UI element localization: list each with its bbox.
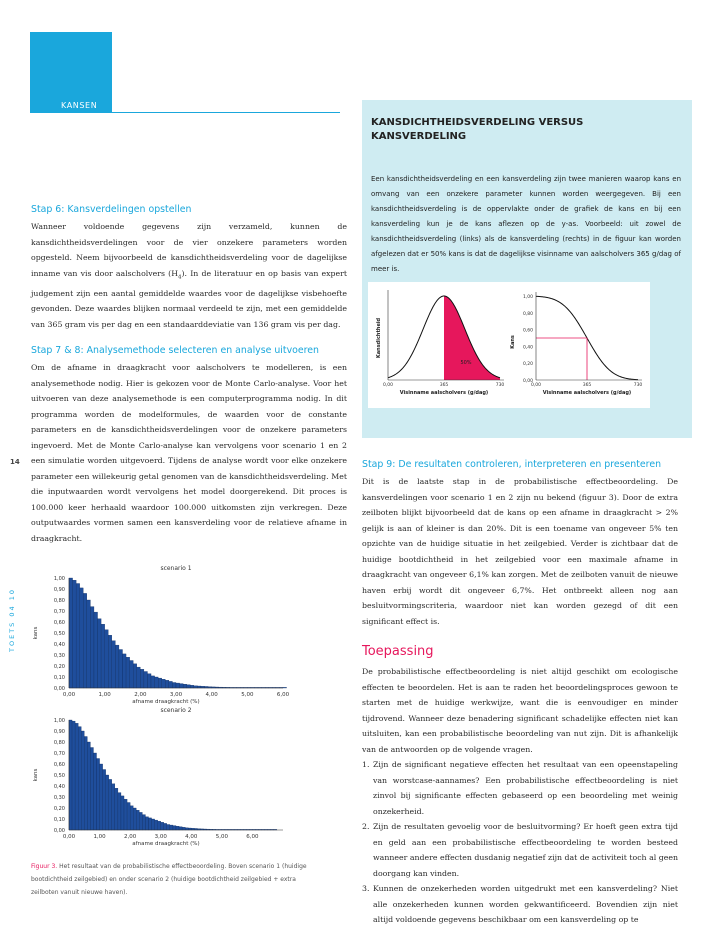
shaded-area [444,296,500,380]
bar [194,686,198,688]
bar [124,799,127,830]
bar [123,654,127,688]
shaded-area-label: 50% [460,360,472,366]
cumulative-x-tick-label: 365 [582,383,592,388]
bar [169,681,173,688]
toepassing-body: De probabilistische effectbeoordeling is niet altijd geschikt om ecologische effecten te beoordelen. Het is aan te raden het beoordelingsproces gewoon te starten met de huidige werkwijze, want die is eenvoudiger en minder tijdrovend. Wanneer deze benadering significant schadelijke effecten niet kan uitsluiten, kan een probabilistische beoordeling van nut zijn. Dit is afhankelijk van de antwoorden op de volgende vragen. [362,667,678,754]
y-tick-label: 0,20 [53,806,65,812]
bar [109,779,112,830]
bar [126,657,130,688]
info-box-body: Een kansdichtheidsverdeling en een kansverdeling zijn twee manieren waarop kans en omvang van een onzekere parameter kunnen worden weergegeven. Bij een kansdichtheidsverdeling is de oppervlakte onder de grafiek de kans en bij een kansverdeling kun je de kans aflezen op de y-as. Voorbeeld: uit zowel de kansdichtheidsverdeling (links) als de kansverdeling (rechts) in de figuur kan worden afgelezen dat er 50% kans is dat de dagelijkse visinname van aalscholvers 365 g/dag of meer is. [371,175,681,273]
y-tick-label: 0,10 [53,817,65,823]
question-item [362,819,678,881]
bar [158,821,161,830]
scenario2-histogram [31,706,293,856]
bar [145,817,148,830]
bar [142,815,145,830]
x-tick-label: 3,00 [169,692,183,698]
bar [187,685,191,688]
cumulative-y-tick-label: 0,20 [522,362,533,368]
density-x-tick-label: 0,00 [382,383,394,388]
y-tick-label: 0,30 [53,653,65,659]
bar [167,825,170,831]
y-tick-label: 0,80 [53,598,65,604]
x-tick-label: 2,00 [124,834,137,840]
x-tick-label: 6,00 [276,692,290,698]
bar [136,810,139,830]
question-item [362,757,678,819]
figure-label: Figuur 3. [31,863,58,870]
y-tick-label: 0,90 [53,587,65,593]
bar [176,826,179,830]
cumulative-x-tick-label: 0,00 [530,383,542,388]
bar [103,770,106,831]
bar [93,753,96,830]
bar [112,641,116,688]
question-number: 1. [362,760,370,769]
y-tick-label: 0,90 [53,729,65,735]
bar [183,684,187,688]
step6-heading: Stap 6: Kansverdelingen opstellen [31,204,192,215]
question-list [362,757,678,928]
bar [172,683,176,689]
cumulative-y-tick-label: 0,40 [522,345,533,351]
bar [133,808,136,830]
y-tick-label: 0,00 [53,686,65,692]
bar [84,737,87,831]
bar [161,822,164,830]
bar [76,584,80,689]
bar [133,664,137,688]
scenario1-chart [31,560,293,730]
y-axis-label: kans [33,626,39,640]
bar [130,806,133,830]
bar [170,825,173,830]
x-tick-label: 0,00 [62,692,76,698]
bar [94,612,98,688]
bar [72,721,75,830]
bar [176,683,180,688]
bar [162,679,166,688]
y-tick-label: 1,00 [53,718,65,724]
x-tick-label: 2,00 [134,692,147,698]
bar [158,678,162,688]
cumulative-y-tick-label: 0,60 [522,328,533,334]
question-text: Zijn de significant negatieve effecten het resultaat van een opeenstapeling van worstcase-aannames? Een probabilistische effectbeoordeling is niet zinvol bij significante effecten gebaseerd op een beoordeling met weinig onzekerheid. [373,760,678,816]
density-x-tick-label: 365 [439,383,449,388]
density-y-label: Kansdichtheid [376,317,382,359]
y-tick-label: 0,30 [53,795,65,801]
x-tick-label: 4,00 [205,692,218,698]
y-tick-label: 0,20 [53,664,65,670]
distribution-figure [368,282,650,408]
section-label: KANSEN [61,101,98,110]
bar [75,723,78,830]
chart-title: scenario 1 [160,565,192,572]
y-tick-label: 1,00 [53,576,65,582]
bar [101,624,105,688]
bar [97,759,100,831]
figure-caption-text: Het resultaat van de probabilistische effectbeoordeling. Boven scenario 1 (huidige bootdichtheid zeilgebied) en onder scenario 2 (huidige bootdichtheid zeilgebied + extra zeilboten vanuit nieuwe haven). [31,863,307,896]
y-tick-label: 0,80 [53,740,65,746]
bar [112,784,115,830]
y-tick-label: 0,60 [53,620,65,626]
bar [164,823,167,830]
bar [119,650,123,689]
info-box-title: KANSDICHTHEIDSVERDELING VERSUS KANSVERDELING [371,117,584,142]
bar [69,720,72,830]
bar [155,820,158,830]
bar [108,635,112,688]
section-tab [30,32,112,112]
bar [173,826,176,830]
question-number: 2. [362,822,370,831]
cumulative-y-tick-label: 0,80 [522,311,533,317]
bar [115,645,119,688]
x-tick-label: 5,00 [215,834,228,840]
bar [190,685,194,688]
magazine-side-label: TOETS 04 10 [8,588,16,652]
figure-caption [31,860,321,899]
chart-title: scenario 2 [160,707,192,714]
y-tick-label: 0,40 [53,642,65,648]
y-tick-label: 0,50 [53,631,65,637]
bar [83,593,87,688]
distribution-figure-svg [368,282,650,408]
bar [283,687,287,688]
y-tick-label: 0,60 [53,762,65,768]
step6-body [31,219,347,332]
bar [185,828,188,830]
step6-text-a: Wanneer voldoende gegevens zijn verzameld, kunnen de kansdichtheidsverdelingen voor de vier onzekere parameters worden opgesteld. Neem bijvoorbeeld de kansdichtheidsverdeling voor de dagelijkse inname van vis door aalscholvers (H [31,222,347,278]
bar [148,818,151,830]
density-x-tick-label: 730 [495,383,505,388]
bar [130,661,134,689]
bar [127,803,130,831]
x-tick-label: 6,00 [246,834,259,840]
cumulative-y-label: Kans [510,335,516,349]
y-tick-label: 0,50 [53,773,65,779]
bar [115,788,118,830]
cumulative-x-tick-label: 730 [633,383,643,388]
x-tick-label: 0,00 [62,834,76,840]
bar [182,827,185,830]
x-axis-label: afname draagkracht (%) [132,841,200,847]
cumulative-y-tick-label: 0,00 [522,379,533,384]
bar [105,630,109,688]
x-tick-label: 5,00 [241,692,254,698]
step9-heading: Stap 9: De resultaten controleren, interpreteren en presenteren [362,459,662,470]
bar [165,680,169,688]
bar [80,588,84,688]
density-x-label: Visinname aalscholvers (g/dag) [399,390,489,396]
x-tick-label: 1,00 [98,692,111,698]
bar [118,793,121,830]
right-column [362,458,678,928]
bar [100,764,103,830]
bar [140,669,144,688]
x-tick-label: 4,00 [185,834,198,840]
bar [98,619,102,688]
y-tick-label: 0,70 [53,751,65,757]
scenario2-chart [31,706,293,856]
bar [151,676,155,688]
step78-body: Om de afname in draagkracht voor aalscholvers te modelleren, is een analysemethode nodig. Hier is gekozen voor de Monte Carlo-analyse. Voor het uitvoeren van deze analysemethode is een computerprogramma nodig. In dit programma worden de modelformules, de waarden voor de constante parameters en de kansdichtheidsverdelingen voor de onzekere parameters ingevoerd. Met de Monte Carlo-analyse kan vervolgens voor scenario 1 en 2 een simulatie worden uitgevoerd. Tijdens de analyse wordt voor elke onzekere parameter een willekeurig getal genomen van de kansdichtheidsverdeling. Met die inputwaarden wordt vervolgens het model doorgerekend. Dit proces is 100.000 keer herhaald waardoor 100.000 uitkomsten zijn verkregen. Deze outputwaardes vormen samen een kansverdeling voor de relatieve afname in draagkracht. [31,363,347,543]
question-text: Kunnen de onzekerheden worden uitgedrukt met een kansverdeling? Niet alle onzekerheden kunnen worden gekwantificeerd. Bovendien zijn niet altijd voldoende gegevens beschikbaar om een kansverdeling op te [373,884,678,924]
y-tick-label: 0,40 [53,784,65,790]
toepassing-heading: Toepassing [362,644,434,659]
x-tick-label: 3,00 [154,834,167,840]
bar [90,748,93,831]
bar [87,600,91,688]
section-divider [30,112,340,113]
bar [144,672,148,689]
scenario1-histogram [31,560,293,730]
cumulative-y-tick-label: 1,00 [522,295,533,300]
step6-text-b: ). In de literatuur en op basis van expert judgement zijn een aantal gemiddelde waardes voor de dagelijkse visbehoefte gevonden. Deze waardes blijken normaal verdeeld te zijn, met een gemiddelde van 365 gram vis per dag en een standaarddeviatie van 136 gram vis per dag. [31,268,348,329]
bar [73,580,77,688]
bar [139,812,142,830]
bar [69,578,73,688]
question-number: 3. [362,884,370,893]
bar [78,727,81,830]
y-tick-label: 0,10 [53,675,65,681]
bar [106,775,109,830]
cumulative-x-label: Visinname aalscholvers (g/dag) [542,390,632,396]
bar [180,684,184,688]
bar [179,827,182,830]
page-number: 14 [10,458,20,466]
y-tick-label: 0,70 [53,609,65,615]
question-item [362,881,678,928]
bar [147,674,151,688]
step78-heading: Stap 7 & 8: Analysemethode selecteren en analyse uitvoeren [31,345,319,357]
bar [87,742,90,830]
bar [81,731,84,830]
x-tick-label: 1,00 [93,834,106,840]
bar [152,819,155,830]
bar [121,796,124,830]
step9-body: Dit is de laatste stap in de probabilistische effectbeoordeling. De kansverdelingen voor scenario 1 en 2 zijn nu bekend (figuur 3). Door de extra zeilboten blijkt bijvoorbeeld dat de kans op een afname in draagkracht > 2% gelijk is aan of kleiner is dan 20%. Dit is een toename van ongeveer 5% ten opzichte van de huidige situatie in het zeilgebied. Verder is zichtbaar dat de huidige bootdichtheid in het zeilgebied voor een maximale afname in draagkracht van ongeveer 6,1% kan zorgen. Met de zeilboten vanuit de nieuwe haven erbij wordt dit ongeveer 6,7%. Het ontbreekt alleen nog aan besluitvormingscriteria, waardoor niet kan worden gezegd of dit een significant effect is. [362,477,678,626]
left-column [31,203,347,546]
step6-subscript: 4 [178,274,182,281]
question-text: Zijn de resultaten gevoelig voor de besluitvorming? Er hoeft geen extra tijd en geld aan een probabilistische effectbeoordeling te worden besteed wanneer andere effecten dusdanig negatief zijn dat de activiteit toch al geen doorgang kan vinden. [373,822,678,878]
y-axis-label: kans [33,768,39,782]
bar [137,667,141,688]
bar [155,677,159,688]
x-axis-label: afname draagkracht (%) [132,699,200,705]
bar [90,607,94,688]
y-tick-label: 0,00 [53,828,65,834]
